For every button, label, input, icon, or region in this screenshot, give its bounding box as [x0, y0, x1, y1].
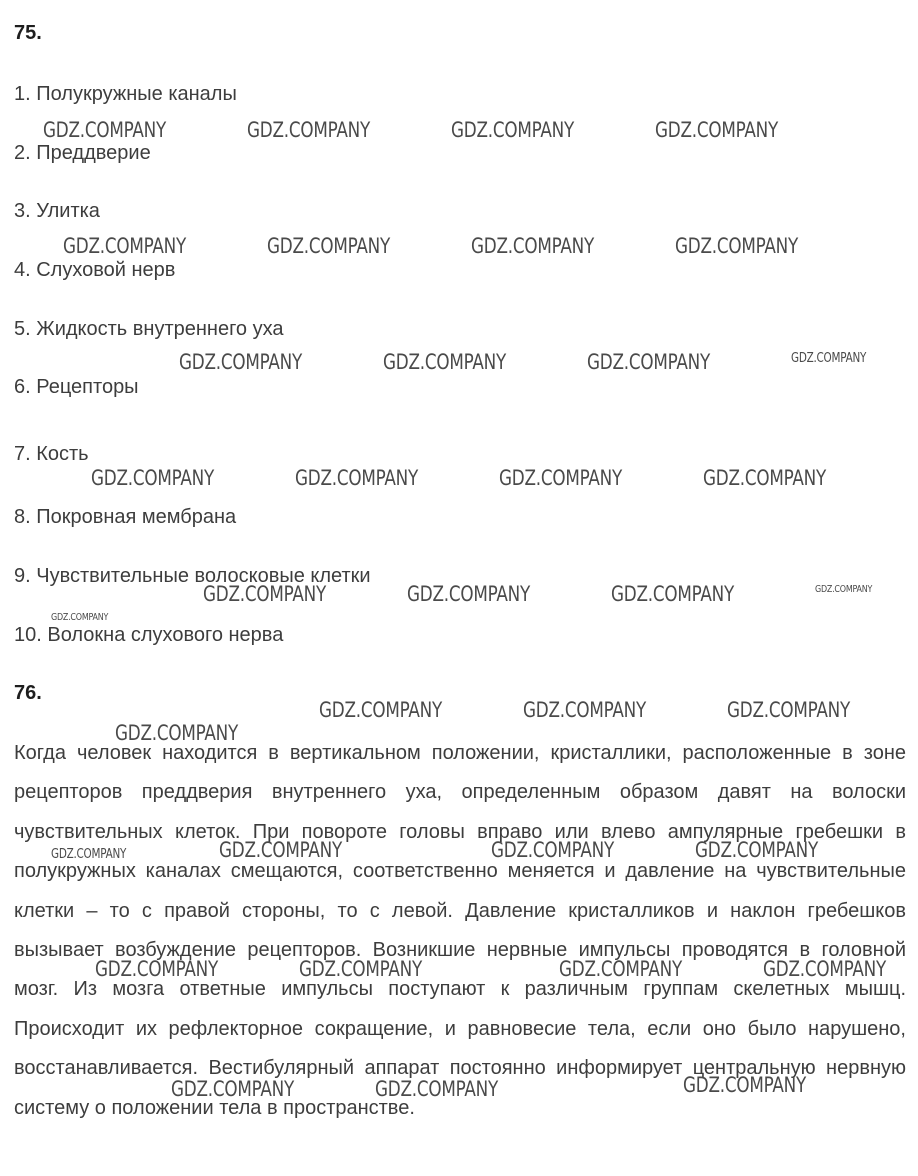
watermark: GDZ.COMPANY — [115, 721, 238, 745]
task-75-number: 75. — [14, 22, 42, 44]
watermark: GDZ.COMPANY — [763, 957, 886, 981]
watermark: GDZ.COMPANY — [655, 118, 778, 142]
task-76-answer: Когда человек находится в вертикальном положении, кристаллики, расположенные в зоне рецепторов преддверия внутреннего уха, определенным образом давят на волоски чувствительных клеток. При повороте головы вправо или влево ампулярные гребешки в полукружных каналах смещаются, соответственно меняется и давление на чувствительные клетки – то с правой стороны, то с левой. Давление кристалликов и наклон гребешков вызывает возбуждение рецепторов. Возникшие нервные импульсы проводятся в головной мозг. Из мозга ответные импульсы поступают к различным группам скелетных мышц. Происходит их рефлекторное сокращение, и равновесие тела, если оно было нарушено, восстанавливается. Вестибулярный аппарат постоянно информирует центральную нервную систему о положении тела в пространстве. — [14, 742, 906, 1119]
watermark: GDZ.COMPANY — [383, 350, 506, 374]
watermark: GDZ.COMPANY — [95, 957, 218, 981]
watermark: GDZ.COMPANY — [451, 118, 574, 142]
watermark: GDZ.COMPANY — [295, 466, 418, 490]
watermark: GDZ.COMPANY — [791, 351, 867, 366]
watermark: GDZ.COMPANY — [375, 1077, 498, 1101]
watermark: GDZ.COMPANY — [203, 582, 326, 606]
watermark: GDZ.COMPANY — [63, 234, 186, 258]
list-item: 8. Покровная мембрана — [14, 506, 237, 528]
list-item: 3. Улитка — [14, 200, 100, 222]
watermark: GDZ.COMPANY — [43, 118, 166, 142]
list-item: 2. Преддверие — [14, 142, 151, 164]
watermark: GDZ.COMPANY — [587, 350, 710, 374]
list-item: 10. Волокна слухового нерва — [14, 624, 284, 646]
watermark: GDZ.COMPANY — [559, 957, 682, 981]
list-item: 7. Кость — [14, 443, 89, 465]
watermark: GDZ.COMPANY — [91, 466, 214, 490]
list-item: 9. Чувствительные волосковые клетки — [14, 565, 371, 587]
watermark: GDZ.COMPANY — [267, 234, 390, 258]
watermark: GDZ.COMPANY — [51, 612, 109, 623]
watermark: GDZ.COMPANY — [675, 234, 798, 258]
list-item: 1. Полукружные каналы — [14, 83, 237, 105]
watermark: GDZ.COMPANY — [611, 582, 734, 606]
watermark: GDZ.COMPANY — [247, 118, 370, 142]
watermark: GDZ.COMPANY — [471, 234, 594, 258]
task-76-number: 76. — [14, 682, 42, 704]
watermark: GDZ.COMPANY — [51, 847, 127, 862]
watermark: GDZ.COMPANY — [491, 838, 614, 862]
watermark: GDZ.COMPANY — [299, 957, 422, 981]
watermark: GDZ.COMPANY — [407, 582, 530, 606]
watermark: GDZ.COMPANY — [219, 838, 342, 862]
watermark: GDZ.COMPANY — [703, 466, 826, 490]
watermark: GDZ.COMPANY — [727, 698, 850, 722]
watermark: GDZ.COMPANY — [695, 838, 818, 862]
watermark: GDZ.COMPANY — [171, 1077, 294, 1101]
watermark: GDZ.COMPANY — [179, 350, 302, 374]
watermark: GDZ.COMPANY — [815, 584, 873, 595]
watermark: GDZ.COMPANY — [319, 698, 442, 722]
watermark: GDZ.COMPANY — [499, 466, 622, 490]
watermark: GDZ.COMPANY — [523, 698, 646, 722]
list-item: 6. Рецепторы — [14, 376, 139, 398]
list-item: 4. Слуховой нерв — [14, 259, 176, 281]
watermark: GDZ.COMPANY — [683, 1073, 806, 1097]
list-item: 5. Жидкость внутреннего уха — [14, 318, 284, 340]
